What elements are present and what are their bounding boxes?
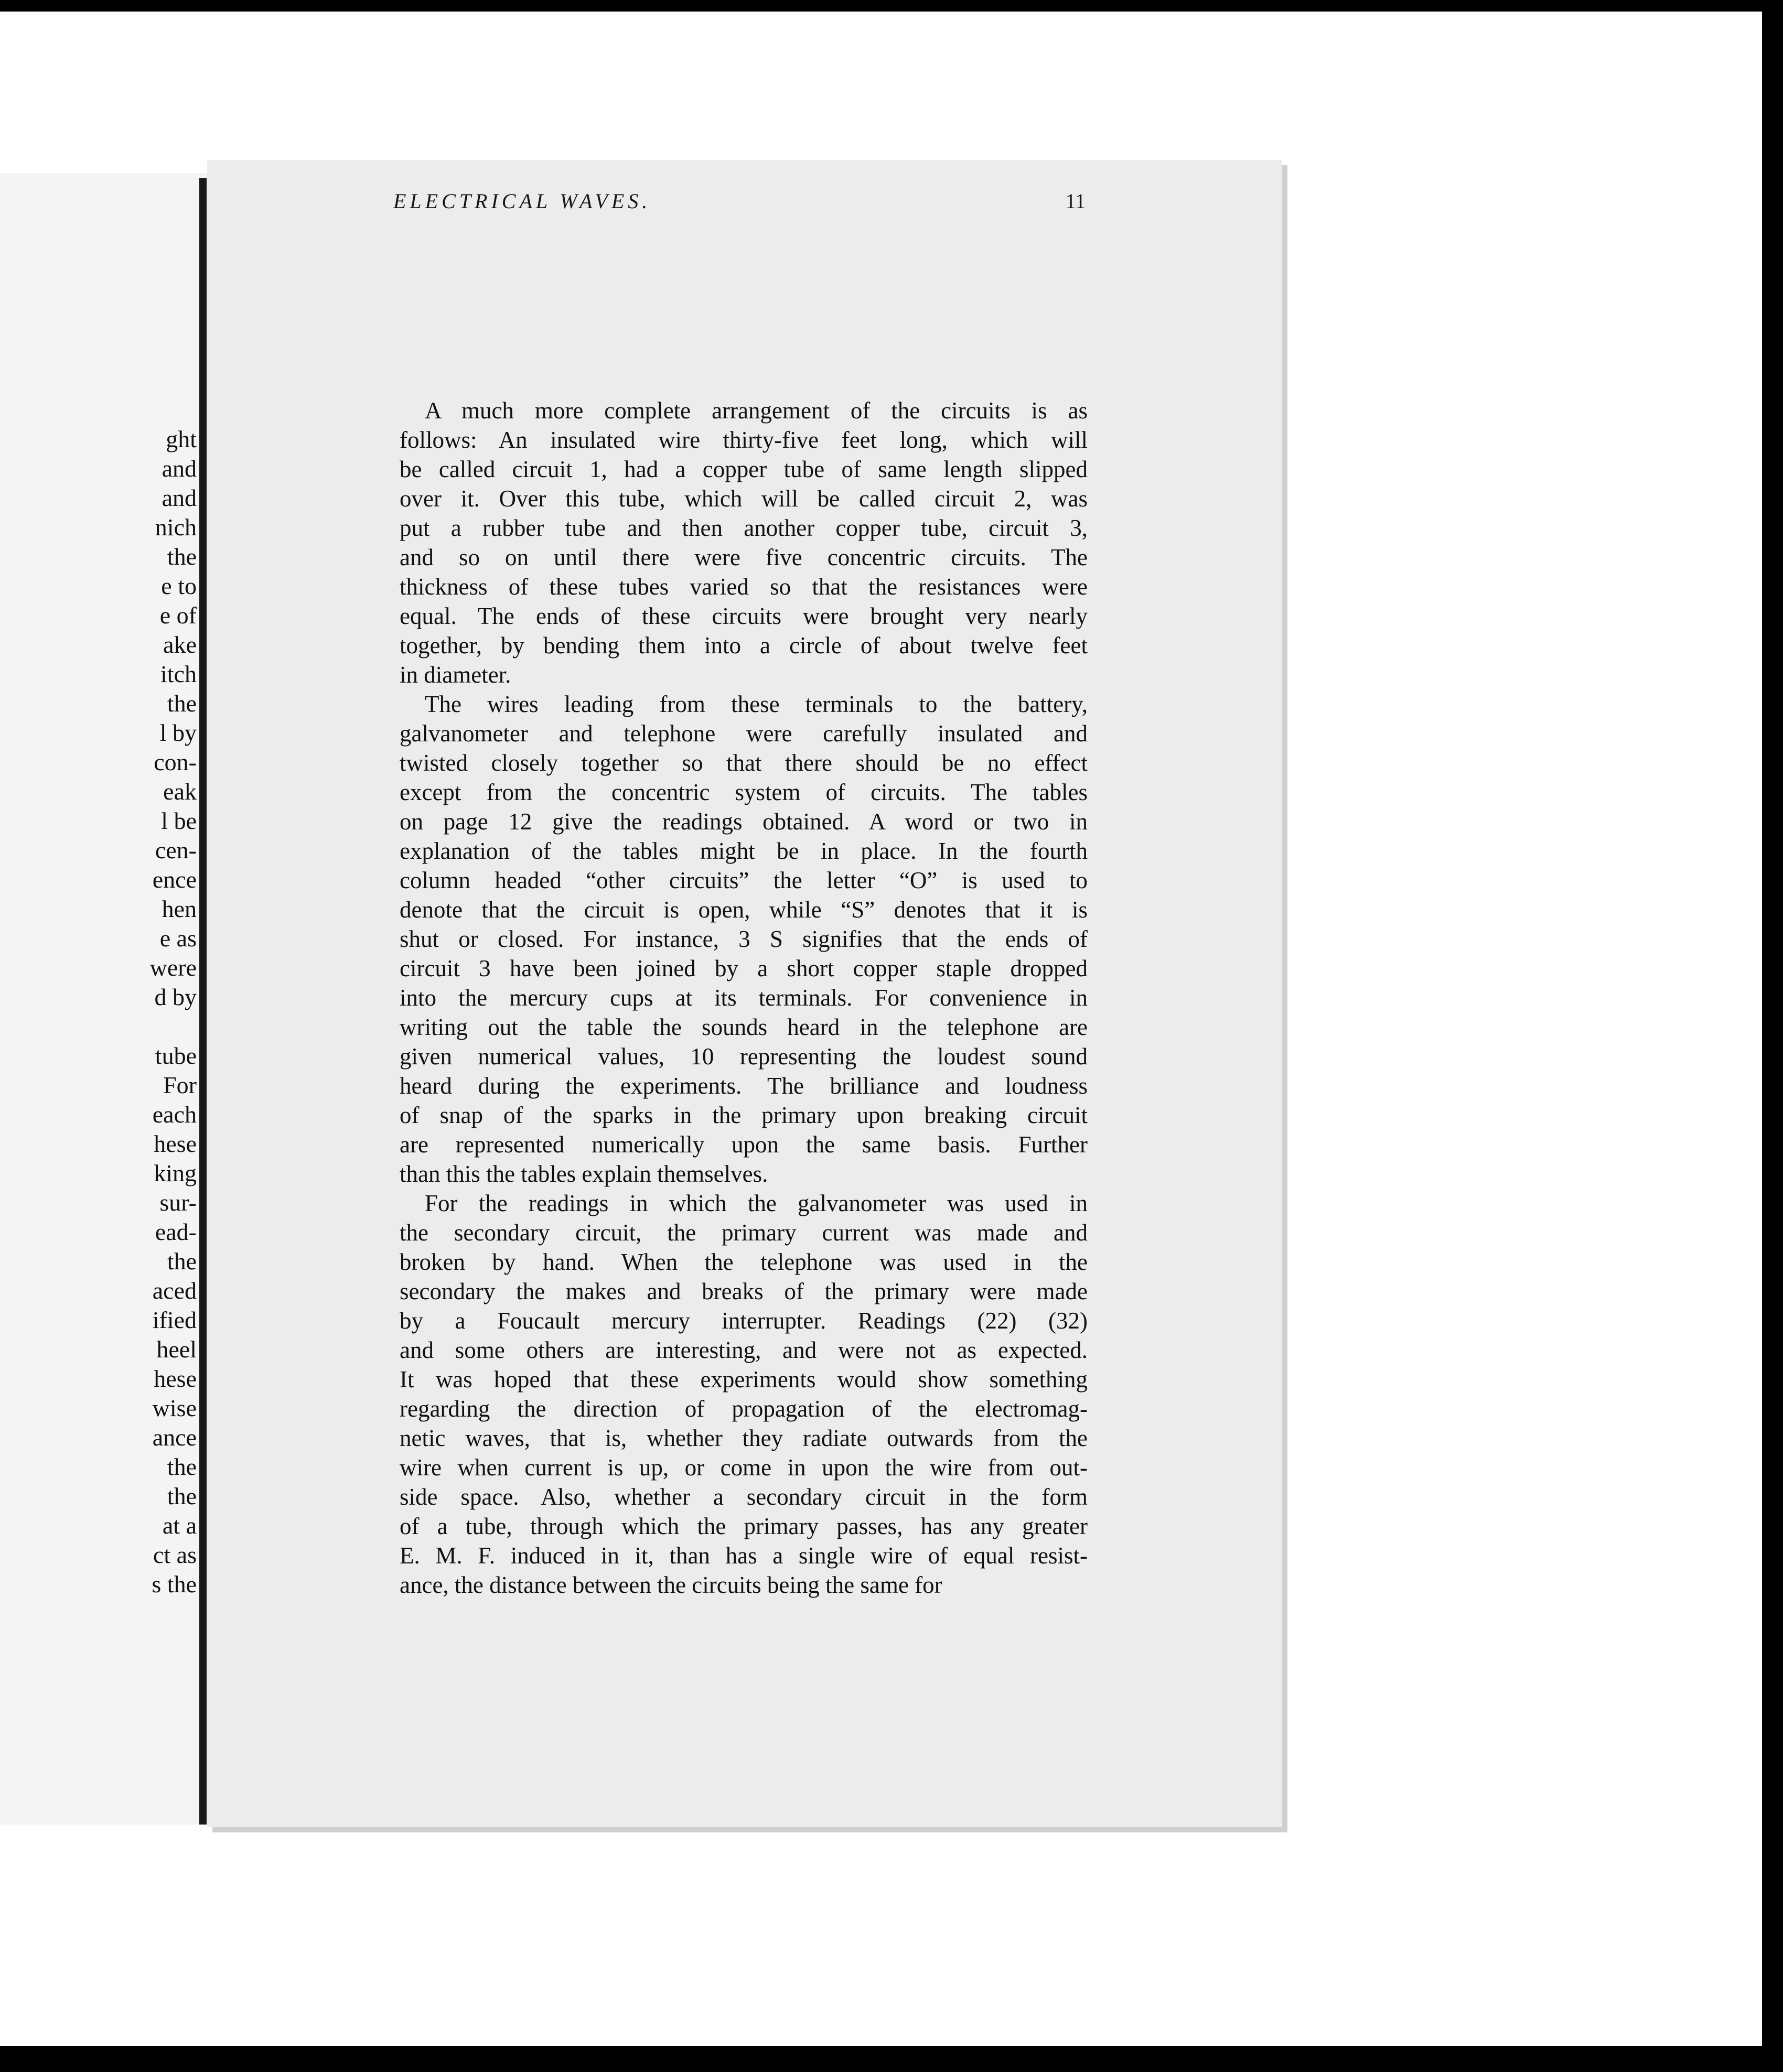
text-line: into the mercury cups at its terminals. For convenience in	[400, 985, 1088, 1011]
text-line: netic waves, that is, whether they radiate outwards from the	[400, 1425, 1088, 1451]
left-fragment-line: ake	[163, 631, 197, 658]
left-fragment-line: the	[167, 1453, 197, 1480]
text-line: equal. The ends of these circuits were brought very nearly	[400, 603, 1088, 629]
left-fragment-line: e of	[159, 602, 197, 629]
left-fragment-line: tube	[155, 1042, 197, 1069]
left-fragment-line: ence	[152, 866, 197, 893]
text-line: ance, the distance between the circuits being the same for	[400, 1572, 942, 1598]
left-fragment-line: For	[163, 1072, 197, 1098]
text-line: over it. Over this tube, which will be called circuit 2, was	[400, 485, 1088, 512]
text-line: shut or closed. For instance, 3 S signifies that the ends of	[400, 926, 1088, 952]
text-line: The wires leading from these terminals to the battery,	[425, 691, 1088, 717]
left-fragment-line: ght	[166, 426, 197, 452]
text-line: of a tube, through which the primary passes, has any greater	[400, 1513, 1088, 1539]
text-line: by a Foucault mercury interrupter. Readings (22) (32)	[400, 1308, 1088, 1334]
text-line: heard during the experiments. The brilliance and loudness	[400, 1073, 1088, 1099]
left-fragment-line: and	[162, 455, 197, 482]
text-line: and some others are interesting, and were not as expected.	[400, 1337, 1088, 1363]
text-line: given numerical values, 10 representing the loudest sound	[400, 1043, 1088, 1070]
text-line: explanation of the tables might be in place. In the fourth	[400, 838, 1088, 864]
text-line: thickness of these tubes varied so that the resistances were	[400, 574, 1088, 600]
text-line: circuit 3 have been joined by a short copper staple dropped	[400, 955, 1088, 981]
text-line: together, by bending them into a circle of about twelve feet	[400, 632, 1088, 659]
text-line: the secondary circuit, the primary current was made and	[400, 1220, 1088, 1246]
left-fragment-line: l by	[159, 719, 197, 746]
left-fragment-line: at a	[162, 1512, 197, 1539]
left-fragment-line: s the	[152, 1571, 197, 1598]
left-fragment-line: the	[167, 543, 197, 570]
left-fragment-line: ct as	[153, 1541, 197, 1568]
text-line: on page 12 give the readings obtained. A word or two in	[400, 808, 1088, 835]
left-fragment-line: wise	[152, 1395, 197, 1421]
left-fragment-line: l be	[161, 807, 197, 834]
left-fragment-line: the	[167, 690, 197, 717]
left-fragment-line: were	[149, 954, 197, 981]
text-line: wire when current is up, or come in upon the wire from out-	[400, 1454, 1088, 1481]
page-gutter	[199, 178, 207, 1825]
left-fragment-line: each	[152, 1101, 197, 1128]
scan-bottom-border	[0, 2046, 1783, 2072]
left-fragment-line: hen	[162, 895, 197, 922]
left-fragment-line: aced	[152, 1277, 197, 1304]
text-line: than this the tables explain themselves.	[400, 1161, 768, 1187]
text-line: column headed “other circuits” the letter “O” is used to	[400, 867, 1088, 893]
text-line: follows: An insulated wire thirty-five feet long, which will	[400, 427, 1088, 453]
running-title: ELECTRICAL WAVES.	[393, 189, 651, 213]
left-fragment-line: d by	[154, 984, 197, 1010]
text-line: For the readings in which the galvanometer was used in	[425, 1190, 1088, 1216]
left-fragment-line: the	[167, 1248, 197, 1275]
left-fragment-line: hese	[154, 1130, 197, 1157]
text-line: A much more complete arrangement of the circuits is as	[425, 397, 1088, 424]
left-fragment-line: e as	[159, 925, 197, 952]
left-fragment-line: king	[154, 1160, 197, 1186]
left-fragment-line: the	[167, 1483, 197, 1509]
page-header	[393, 189, 1086, 220]
left-fragment-line: ead-	[155, 1218, 197, 1245]
left-fragment-line	[39, 1012, 197, 1041]
text-line: put a rubber tube and then another copper tube, circuit 3,	[400, 515, 1088, 541]
left-fragment-line: eak	[163, 778, 197, 805]
left-fragment-line: e to	[161, 573, 197, 599]
text-line: of snap of the sparks in the primary upon breaking circuit	[400, 1102, 1088, 1128]
left-fragment-line: nich	[155, 514, 197, 541]
page-number: 11	[1065, 189, 1086, 213]
paragraph	[400, 689, 1088, 1189]
text-line: are represented numerically upon the same basis. Further	[400, 1131, 1088, 1158]
left-fragment-line: con-	[154, 749, 197, 775]
left-fragment-line: cen-	[155, 837, 197, 864]
left-fragment-line: heel	[156, 1336, 197, 1363]
text-line: in diameter.	[400, 662, 511, 688]
text-line: denote that the circuit is open, while “S” denotes that it is	[400, 897, 1088, 923]
text-line: E. M. F. induced in it, than has a single wire of equal resist-	[400, 1542, 1088, 1569]
text-line: It was hoped that these experiments would show something	[400, 1366, 1088, 1393]
body-text	[400, 396, 1088, 1600]
text-line: twisted closely together so that there should be no effect	[400, 750, 1088, 776]
left-fragment-line: ified	[152, 1307, 197, 1333]
left-page-text-fragments	[39, 425, 197, 1599]
text-line: writing out the table the sounds heard in the telephone are	[400, 1014, 1088, 1040]
text-line: regarding the direction of propagation of the electromag-	[400, 1396, 1088, 1422]
text-line: be called circuit 1, had a copper tube of same length slipped	[400, 456, 1088, 482]
paragraph	[400, 396, 1088, 689]
paragraph	[400, 1189, 1088, 1600]
left-fragment-line: itch	[160, 661, 197, 687]
text-line: and so on until there were five concentric circuits. The	[400, 544, 1088, 570]
text-line: except from the concentric system of circuits. The tables	[400, 779, 1088, 805]
text-line: secondary the makes and breaks of the primary were made	[400, 1278, 1088, 1304]
text-line: broken by hand. When the telephone was used in the	[400, 1249, 1088, 1275]
text-line: galvanometer and telephone were carefully insulated and	[400, 720, 1088, 747]
left-fragment-line: sur-	[159, 1189, 197, 1216]
left-fragment-line: ance	[152, 1424, 197, 1451]
left-fragment-line: and	[162, 484, 197, 511]
left-fragment-line: hese	[154, 1365, 197, 1392]
text-line: side space. Also, whether a secondary circuit in the form	[400, 1484, 1088, 1510]
